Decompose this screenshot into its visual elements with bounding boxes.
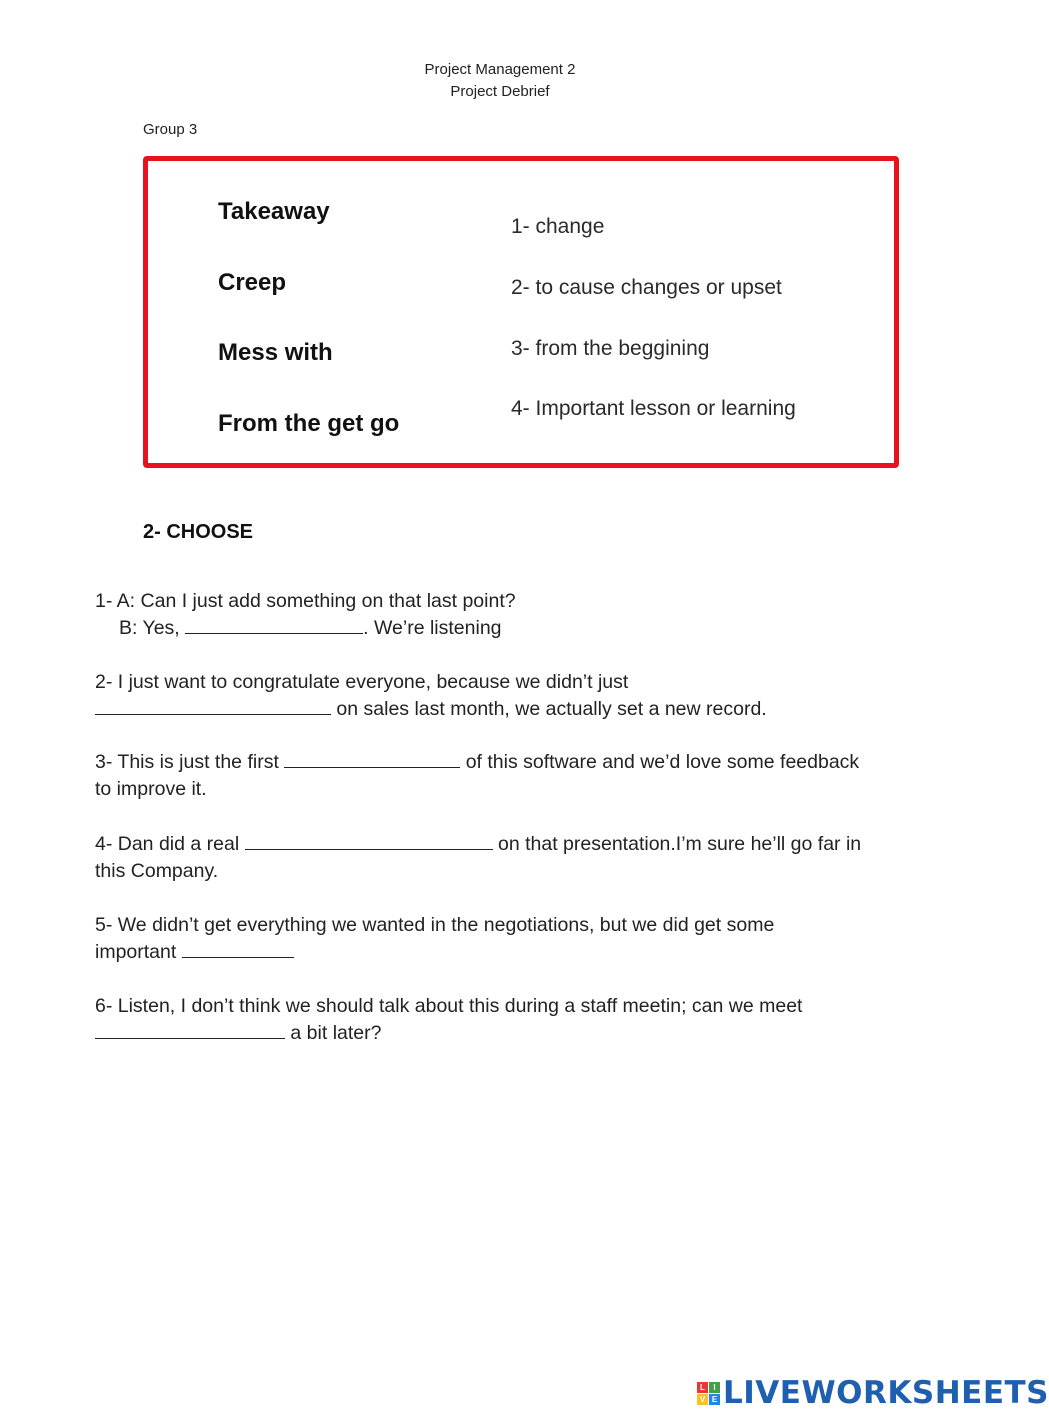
question-5-line-1: 5- We didn’t get everything we wanted in the negotiations, but we did get some (95, 914, 775, 936)
definition-1[interactable]: 1- change (511, 215, 605, 238)
question-3 (95, 749, 915, 803)
logo-mark-l: L (697, 1382, 708, 1393)
definition-2[interactable]: 2- to cause changes or upset (511, 276, 782, 299)
question-2 (95, 669, 915, 723)
question-6-line-1: 6- Listen, I don’t think we should talk about this during a staff meetin; can we meet (95, 995, 803, 1017)
definition-4[interactable]: 4- Important lesson or learning (511, 397, 796, 420)
term-mess-with[interactable]: Mess with (218, 339, 333, 366)
term-from-the-get-go[interactable]: From the get go (218, 410, 400, 437)
question-6-line-2: a bit later? (285, 1022, 382, 1044)
section-title: 2- CHOOSE (143, 521, 254, 543)
answer-blank-6[interactable] (95, 1020, 285, 1039)
question-3-suffix: of this software and we’d love some feedback (460, 751, 860, 773)
question-4-line-2: this Company. (95, 860, 219, 882)
question-3-prefix: 3- This is just the first (95, 751, 285, 773)
question-4-suffix: on that presentation.I’m sure he’ll go far in (492, 833, 862, 855)
term-takeaway[interactable]: Takeaway (218, 198, 330, 225)
liveworksheets-logo[interactable] (697, 1375, 1049, 1411)
vocabulary-box (143, 156, 899, 468)
question-6 (95, 993, 915, 1047)
answer-blank-5[interactable] (182, 939, 294, 958)
question-2-line-1: 2- I just want to congratulate everyone, because we didn’t just (95, 671, 629, 693)
definition-3[interactable]: 3- from the beggining (511, 337, 710, 360)
question-2-line-2: on sales last month, we actually set a new record. (331, 698, 767, 720)
question-1-line-b-prefix: B: Yes, (119, 617, 186, 639)
group-label: Group 3 (143, 121, 198, 138)
question-5-line-2: important (95, 941, 182, 963)
answer-blank-4[interactable] (245, 831, 493, 850)
question-5 (95, 912, 915, 966)
document-subtitle: Project Debrief (450, 83, 550, 100)
logo-text: LIVEWORKSHEETS (723, 1375, 1049, 1411)
logo-mark-e: E (709, 1394, 720, 1405)
question-4-prefix: 4- Dan did a real (95, 833, 245, 855)
question-3-line-2: to improve it. (95, 778, 207, 800)
document-title: Project Management 2 (424, 61, 576, 78)
answer-blank-2[interactable] (95, 696, 331, 715)
question-4 (95, 831, 915, 885)
question-1-line-a: 1- A: Can I just add something on that last point? (95, 590, 516, 612)
answer-blank-3[interactable] (284, 749, 460, 768)
question-1 (95, 588, 915, 642)
answer-blank-1[interactable] (185, 615, 363, 634)
logo-mark-v: V (697, 1394, 708, 1405)
logo-mark-i: I (709, 1382, 720, 1393)
logo-mark-icon (697, 1382, 720, 1405)
term-creep[interactable]: Creep (218, 269, 287, 296)
question-1-line-b-suffix: . We’re listening (363, 617, 502, 639)
